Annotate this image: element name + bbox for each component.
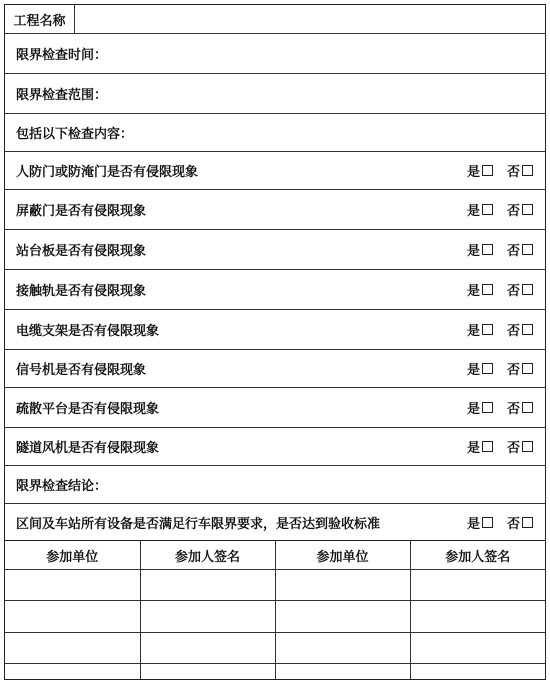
inspection-form [4, 4, 546, 680]
yes-label: 是 [466, 165, 480, 180]
unit-cell[interactable] [275, 601, 410, 632]
no-checkbox[interactable] [522, 284, 533, 295]
check-item-row [5, 309, 545, 349]
signature-row [5, 570, 545, 601]
check-item-row [5, 229, 545, 269]
check-item-row [5, 349, 545, 387]
signature-cell[interactable] [140, 632, 275, 663]
check-time-row[interactable] [5, 33, 545, 73]
yes-no-choice [467, 240, 533, 259]
yes-checkbox[interactable] [482, 284, 493, 295]
check-item-label: 疏散平台是否有侵限现象 [16, 402, 160, 417]
conclusion-label: 限界检查结论： [16, 479, 108, 494]
signature-cell[interactable] [410, 663, 545, 679]
signature-header-row [5, 541, 545, 570]
yes-checkbox[interactable] [482, 244, 493, 255]
unit-cell[interactable] [5, 663, 140, 679]
check-item-row [5, 151, 545, 189]
unit-cell[interactable] [5, 632, 140, 663]
check-contents-label: 包括以下检查内容： [16, 127, 134, 142]
signature-row [5, 632, 545, 663]
no-label: 否 [506, 363, 520, 378]
yes-no-choice [467, 359, 533, 378]
check-item-label: 屏蔽门是否有侵限现象 [16, 204, 147, 219]
unit-cell[interactable] [5, 601, 140, 632]
no-checkbox[interactable] [522, 517, 533, 528]
check-time-label: 限界检查时间： [16, 48, 108, 63]
check-item-label: 信号机是否有侵限现象 [16, 363, 147, 378]
no-checkbox[interactable] [522, 324, 533, 335]
yes-label: 是 [466, 244, 480, 259]
yes-checkbox[interactable] [482, 402, 493, 413]
yes-label: 是 [466, 402, 480, 417]
yes-no-choice [467, 398, 533, 417]
yes-no-choice [467, 161, 533, 180]
yes-no-choice [467, 200, 533, 219]
no-checkbox[interactable] [522, 363, 533, 374]
no-label: 否 [506, 402, 520, 417]
column-header-unit: 参加单位 [5, 541, 140, 570]
project-name-label: 工程名称 [5, 5, 75, 33]
unit-cell[interactable] [275, 570, 410, 601]
yes-label: 是 [466, 324, 480, 339]
conclusion-question-row [5, 503, 545, 540]
yes-label: 是 [466, 441, 480, 456]
no-label: 否 [506, 204, 520, 219]
no-checkbox[interactable] [522, 204, 533, 215]
column-header-signature: 参加人签名 [410, 541, 545, 570]
yes-checkbox[interactable] [482, 441, 493, 452]
yes-no-choice [467, 320, 533, 339]
signature-cell[interactable] [410, 632, 545, 663]
conclusion-question: 区间及车站所有设备是否满足行车限界要求，是否达到验收标准 [16, 516, 381, 532]
check-item-row [5, 269, 545, 309]
no-label: 否 [506, 165, 520, 180]
check-item-label: 人防门或防淹门是否有侵限现象 [16, 165, 199, 180]
yes-checkbox[interactable] [482, 204, 493, 215]
check-item-label: 接触轨是否有侵限现象 [16, 284, 147, 299]
check-item-label: 站台板是否有侵限现象 [16, 244, 147, 259]
no-label: 否 [506, 244, 520, 259]
check-item-label: 隧道风机是否有侵限现象 [16, 441, 160, 456]
check-scope-label: 限界检查范围： [16, 88, 108, 103]
yes-label: 是 [466, 516, 480, 532]
check-item-row [5, 189, 545, 229]
yes-label: 是 [466, 204, 480, 219]
unit-cell[interactable] [275, 663, 410, 679]
yes-checkbox[interactable] [482, 517, 493, 528]
yes-checkbox[interactable] [482, 363, 493, 374]
signature-table [5, 540, 545, 679]
check-contents-row [5, 113, 545, 151]
column-header-signature: 参加人签名 [140, 541, 275, 570]
no-label: 否 [506, 441, 520, 456]
no-checkbox[interactable] [522, 441, 533, 452]
no-checkbox[interactable] [522, 244, 533, 255]
no-label: 否 [506, 324, 520, 339]
no-label: 否 [506, 284, 520, 299]
signature-cell[interactable] [140, 570, 275, 601]
project-name-field[interactable] [75, 5, 545, 33]
no-checkbox[interactable] [522, 165, 533, 176]
signature-cell[interactable] [410, 570, 545, 601]
signature-cell[interactable] [410, 601, 545, 632]
signature-row [5, 601, 545, 632]
no-label: 否 [506, 516, 520, 532]
yes-checkbox[interactable] [482, 165, 493, 176]
yes-label: 是 [466, 363, 480, 378]
check-item-row [5, 427, 545, 465]
yes-no-choice [467, 280, 533, 299]
column-header-unit: 参加单位 [275, 541, 410, 570]
check-scope-row[interactable] [5, 73, 545, 113]
yes-label: 是 [466, 284, 480, 299]
yes-no-choice [467, 513, 533, 532]
no-checkbox[interactable] [522, 402, 533, 413]
signature-cell[interactable] [140, 601, 275, 632]
signature-cell[interactable] [140, 663, 275, 679]
unit-cell[interactable] [275, 632, 410, 663]
unit-cell[interactable] [5, 570, 140, 601]
signature-row [5, 663, 545, 679]
yes-checkbox[interactable] [482, 324, 493, 335]
yes-no-choice [467, 437, 533, 456]
check-item-label: 电缆支架是否有侵限现象 [16, 324, 160, 339]
check-item-row [5, 387, 545, 427]
conclusion-row [5, 465, 545, 503]
project-name-row [5, 5, 545, 33]
